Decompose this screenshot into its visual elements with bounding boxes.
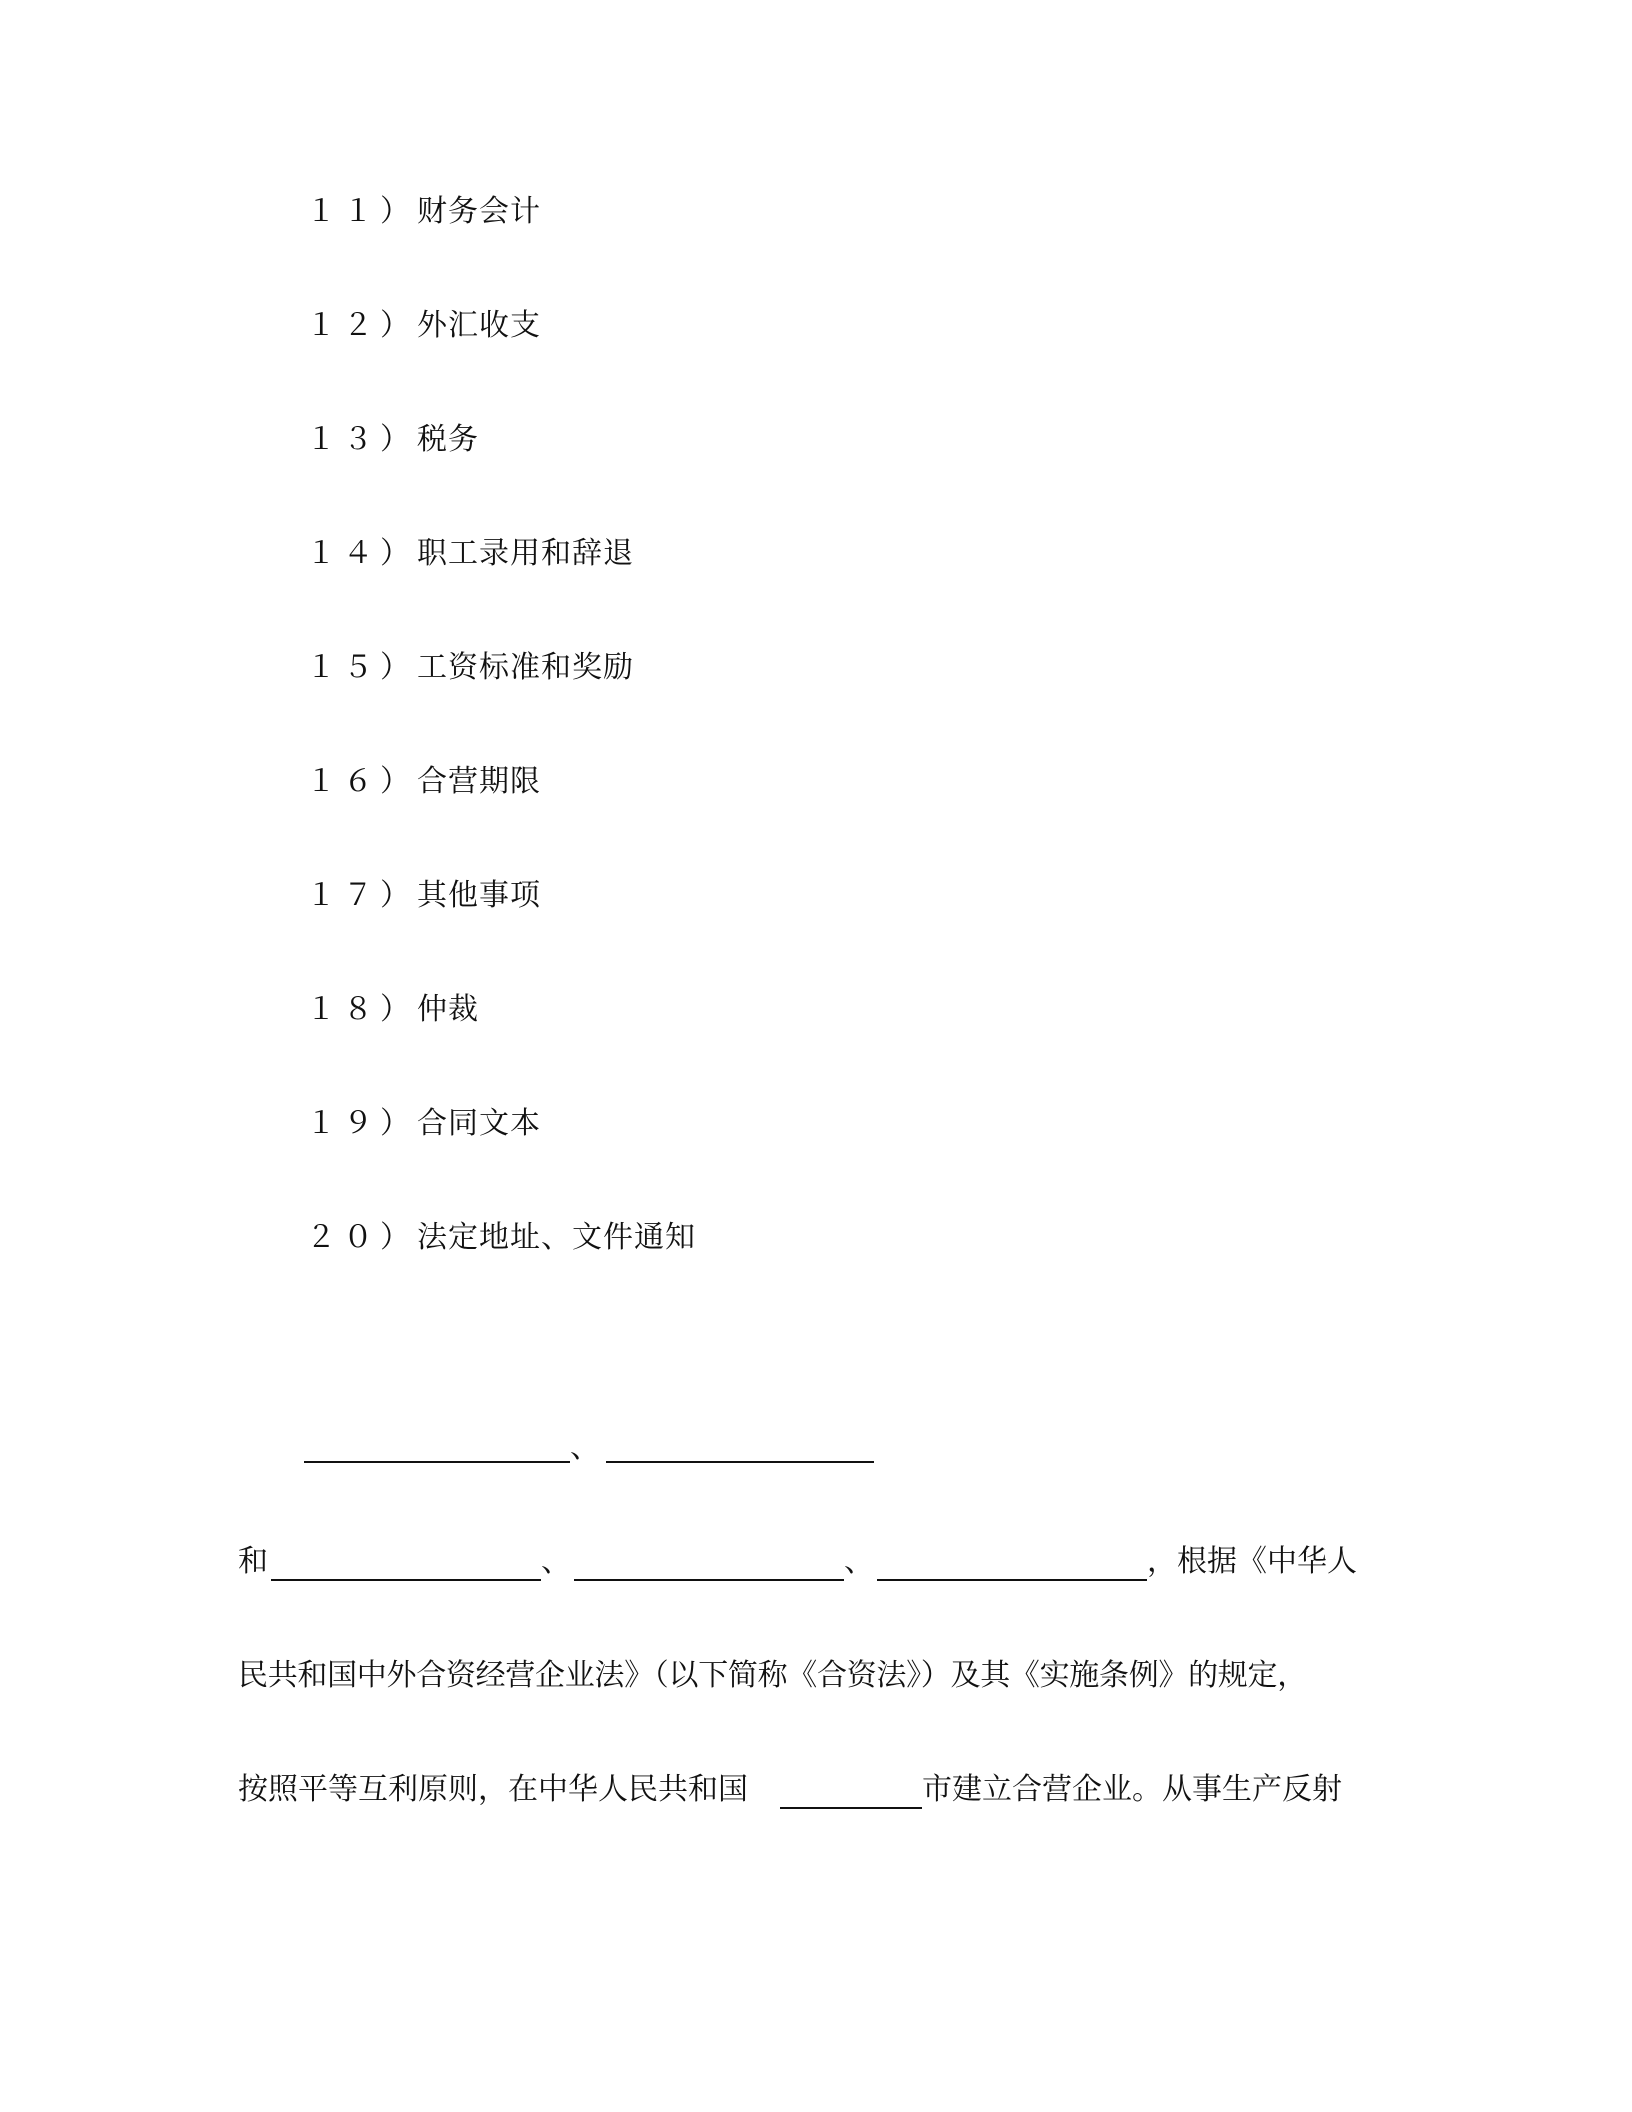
list-item-number: １７） — [306, 878, 417, 913]
list-item-number: １６） — [306, 764, 417, 799]
list-item-19 — [306, 1104, 541, 1144]
list-item-text: 合营期限 — [417, 764, 541, 799]
list-item-number: ２０） — [306, 1220, 417, 1255]
party-separator: 、 — [570, 1430, 600, 1465]
list-item-number: １３） — [306, 422, 417, 457]
list-item-number: １１） — [306, 194, 417, 229]
party-d-blank — [574, 1579, 844, 1581]
list-item-text: 法定地址、文件通知 — [417, 1220, 696, 1255]
paragraph-line1-prefix: 和 — [238, 1544, 268, 1579]
paragraph-line3-suffix: 市建立合营企业。从事生产反射 — [922, 1772, 1342, 1807]
party-b-blank — [606, 1461, 874, 1463]
list-item-text: 仲裁 — [417, 992, 479, 1027]
list-item-text: 其他事项 — [417, 878, 541, 913]
list-item-15 — [306, 648, 634, 688]
list-item-20 — [306, 1218, 696, 1258]
party-e-blank — [877, 1579, 1147, 1581]
list-item-text: 税务 — [417, 422, 479, 457]
list-item-text: 职工录用和辞退 — [417, 536, 634, 571]
list-item-text: 外汇收支 — [417, 308, 541, 343]
list-item-number: １２） — [306, 308, 417, 343]
list-item-text: 合同文本 — [417, 1106, 541, 1141]
list-item-number: １９） — [306, 1106, 417, 1141]
list-item-text: 财务会计 — [417, 194, 541, 229]
list-item-14 — [306, 534, 634, 574]
party-a-blank — [304, 1461, 570, 1463]
paragraph-line1-sep2: 、 — [844, 1544, 874, 1579]
paragraph-line1-sep1: 、 — [541, 1544, 571, 1579]
paragraph-line3-prefix: 按照平等互利原则，在中华人民共和国 — [238, 1772, 748, 1807]
city-blank — [780, 1807, 922, 1809]
list-item-17 — [306, 876, 541, 916]
list-item-number: １８） — [306, 992, 417, 1027]
party-c-blank — [271, 1579, 541, 1581]
list-item-number: １５） — [306, 650, 417, 685]
list-item-text: 工资标准和奖励 — [417, 650, 634, 685]
list-item-13 — [306, 420, 479, 460]
list-item-12 — [306, 306, 541, 346]
paragraph-line1-suffix: ，根据《中华人 — [1147, 1544, 1357, 1579]
list-item-11 — [306, 192, 541, 232]
list-item-number: １４） — [306, 536, 417, 571]
paragraph-line2: 民共和国中外合资经营企业法》（以下简称《合资法》）及其《实施条例》的规定， — [238, 1658, 1307, 1693]
list-item-18 — [306, 990, 479, 1030]
list-item-16 — [306, 762, 541, 802]
